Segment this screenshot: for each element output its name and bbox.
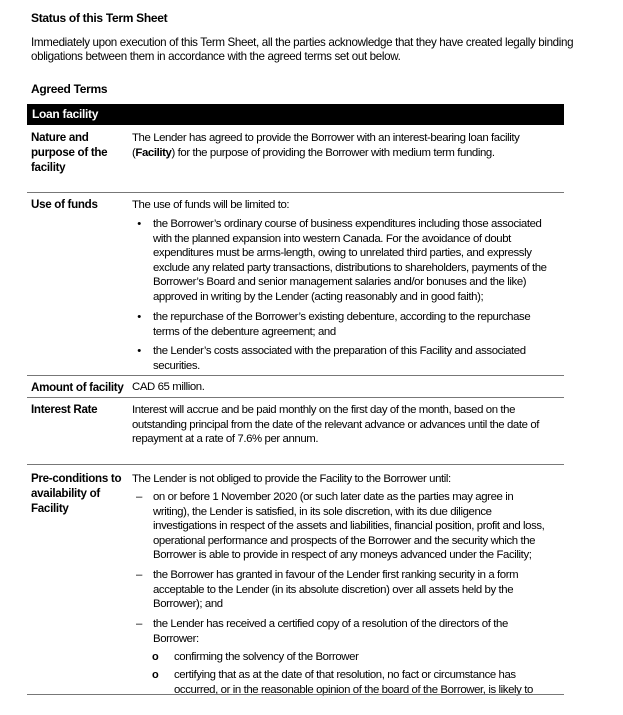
item-line: the Borrower has granted in favour of the Lender first ranking security in a form xyxy=(153,569,519,581)
dash-icon: – xyxy=(136,618,142,630)
item-line: writing), the Lender is satisfied, in its sole discretion, with its due diligence xyxy=(153,505,492,518)
sub-body xyxy=(174,650,544,665)
sub-line: confirming the solvency of the Borrower xyxy=(174,651,359,663)
item-line: on or before 1 November 2020 (or such later date as the parties may agree in xyxy=(153,491,514,503)
item-line: the Lender has received a certified copy of a resolution of the directors of the xyxy=(153,618,508,630)
item-line: Borrower); and xyxy=(153,598,223,610)
bullet-line: securities. xyxy=(153,359,200,372)
nature-line: The Lender has agreed to provide the Borrower with an interest-bearing loan facility xyxy=(132,132,520,144)
preconditions-intro: The Lender is not obliged to provide the Facility to the Borrower until: xyxy=(132,473,451,485)
item-line: investigations in respect of the assets and liabilities, financial position, profit and loss, xyxy=(153,520,545,532)
sub-line: occurred, or in the reasonable opinion of the board of the Borrower, is likely to xyxy=(174,683,533,696)
paren: ( xyxy=(132,146,136,159)
nature-rest: ) for the purpose of providing the Borrower with medium term funding. xyxy=(171,146,495,159)
interest-line: outstanding principal from the date of the relevant advance or advances until the date of xyxy=(132,418,540,431)
bullet-line: with the planned expansion into western Canada. For the avoidance of doubt xyxy=(153,232,511,245)
circle-bullet-icon: o xyxy=(152,651,159,663)
label-line: Facility xyxy=(31,502,69,515)
section-bar xyxy=(27,104,564,125)
item-line: acceptable to the Lender (in its absolute discretion) over all assets held by the xyxy=(153,583,514,596)
status-paragraph xyxy=(31,36,576,64)
sub-line: certifying that as at the date of that resolution, no fact or circumstance has xyxy=(174,669,516,681)
item-body xyxy=(153,568,549,612)
item-body xyxy=(153,617,549,646)
bullet-icon: • xyxy=(137,345,141,357)
status-heading: Status of this Term Sheet xyxy=(31,11,168,25)
dash-icon: – xyxy=(136,491,142,503)
bullet-line: terms of the debenture agreement; and xyxy=(153,325,336,338)
label-line: purpose of the xyxy=(31,146,108,159)
status-line: Immediately upon execution of this Term Sheet, all the parties acknowledge that they have created legally binding xyxy=(31,36,574,49)
bullet-line: the repurchase of the Borrower’s existing debenture, according to the repurchase xyxy=(153,311,531,323)
bullet-body xyxy=(153,217,549,304)
use-intro: The use of funds will be limited to: xyxy=(132,199,290,211)
interest-line: repayment at a rate of 7.6% per annum. xyxy=(132,433,319,445)
bullet-line: approved in writing by the Lender (acting reasonably and in good faith); xyxy=(153,290,484,303)
bullet-icon: • xyxy=(137,218,141,230)
dash-icon: – xyxy=(136,569,142,581)
nature-label xyxy=(31,130,126,175)
preconditions-label xyxy=(31,471,126,516)
sub-body xyxy=(174,668,544,697)
interest-label: Interest Rate xyxy=(31,403,98,416)
circle-bullet-icon: o xyxy=(152,669,159,681)
interest-line: Interest will accrue and be paid monthly on the first day of the month, based on the xyxy=(132,404,516,416)
item-line: Borrower: xyxy=(153,632,199,645)
bullet-line: exclude any related party transactions, distributions to shareholders, payments of the xyxy=(153,261,547,274)
item-body xyxy=(153,490,549,563)
interest-text xyxy=(132,403,547,447)
item-line: Borrower is able to provide in respect of any moneys advanced under the Facility; xyxy=(153,549,532,561)
bullet-line: expenditures must be arms-length, owing to unrelated third parties, and expressly xyxy=(153,247,532,259)
row-divider xyxy=(27,694,564,695)
nature-text xyxy=(132,131,547,160)
label-line: availability of xyxy=(31,487,100,500)
label-line: Nature and xyxy=(31,131,89,144)
bullet-line: the Borrower’s ordinary course of business expenditures including those associated xyxy=(153,218,542,230)
item-line: operational performance and prospects of the Borrower and the security which the xyxy=(153,534,536,547)
use-label: Use of funds xyxy=(31,198,98,211)
amount-label: Amount of facility xyxy=(31,381,124,394)
row-divider xyxy=(27,192,564,193)
row-divider xyxy=(27,464,564,465)
status-line: obligations between them in accordance with the agreed terms set out below. xyxy=(31,50,401,63)
label-line: facility xyxy=(31,161,66,174)
label-line: Pre-conditions to xyxy=(31,472,122,485)
nature-line xyxy=(132,146,547,161)
defined-term: Facility xyxy=(135,146,172,159)
bullet-line: Borrower’s Board and senior management salaries and/or bonuses and the like) xyxy=(153,276,527,288)
amount-value: CAD 65 million. xyxy=(132,381,205,393)
row-divider xyxy=(27,397,564,398)
bullet-body xyxy=(153,344,549,373)
bullet-icon: • xyxy=(137,311,141,323)
section-bar-title: Loan facility xyxy=(32,107,99,121)
agreed-terms-heading: Agreed Terms xyxy=(31,82,108,96)
bullet-body xyxy=(153,310,549,339)
row-divider xyxy=(27,375,564,376)
bullet-line: the Lender’s costs associated with the preparation of this Facility and associated xyxy=(153,345,526,357)
